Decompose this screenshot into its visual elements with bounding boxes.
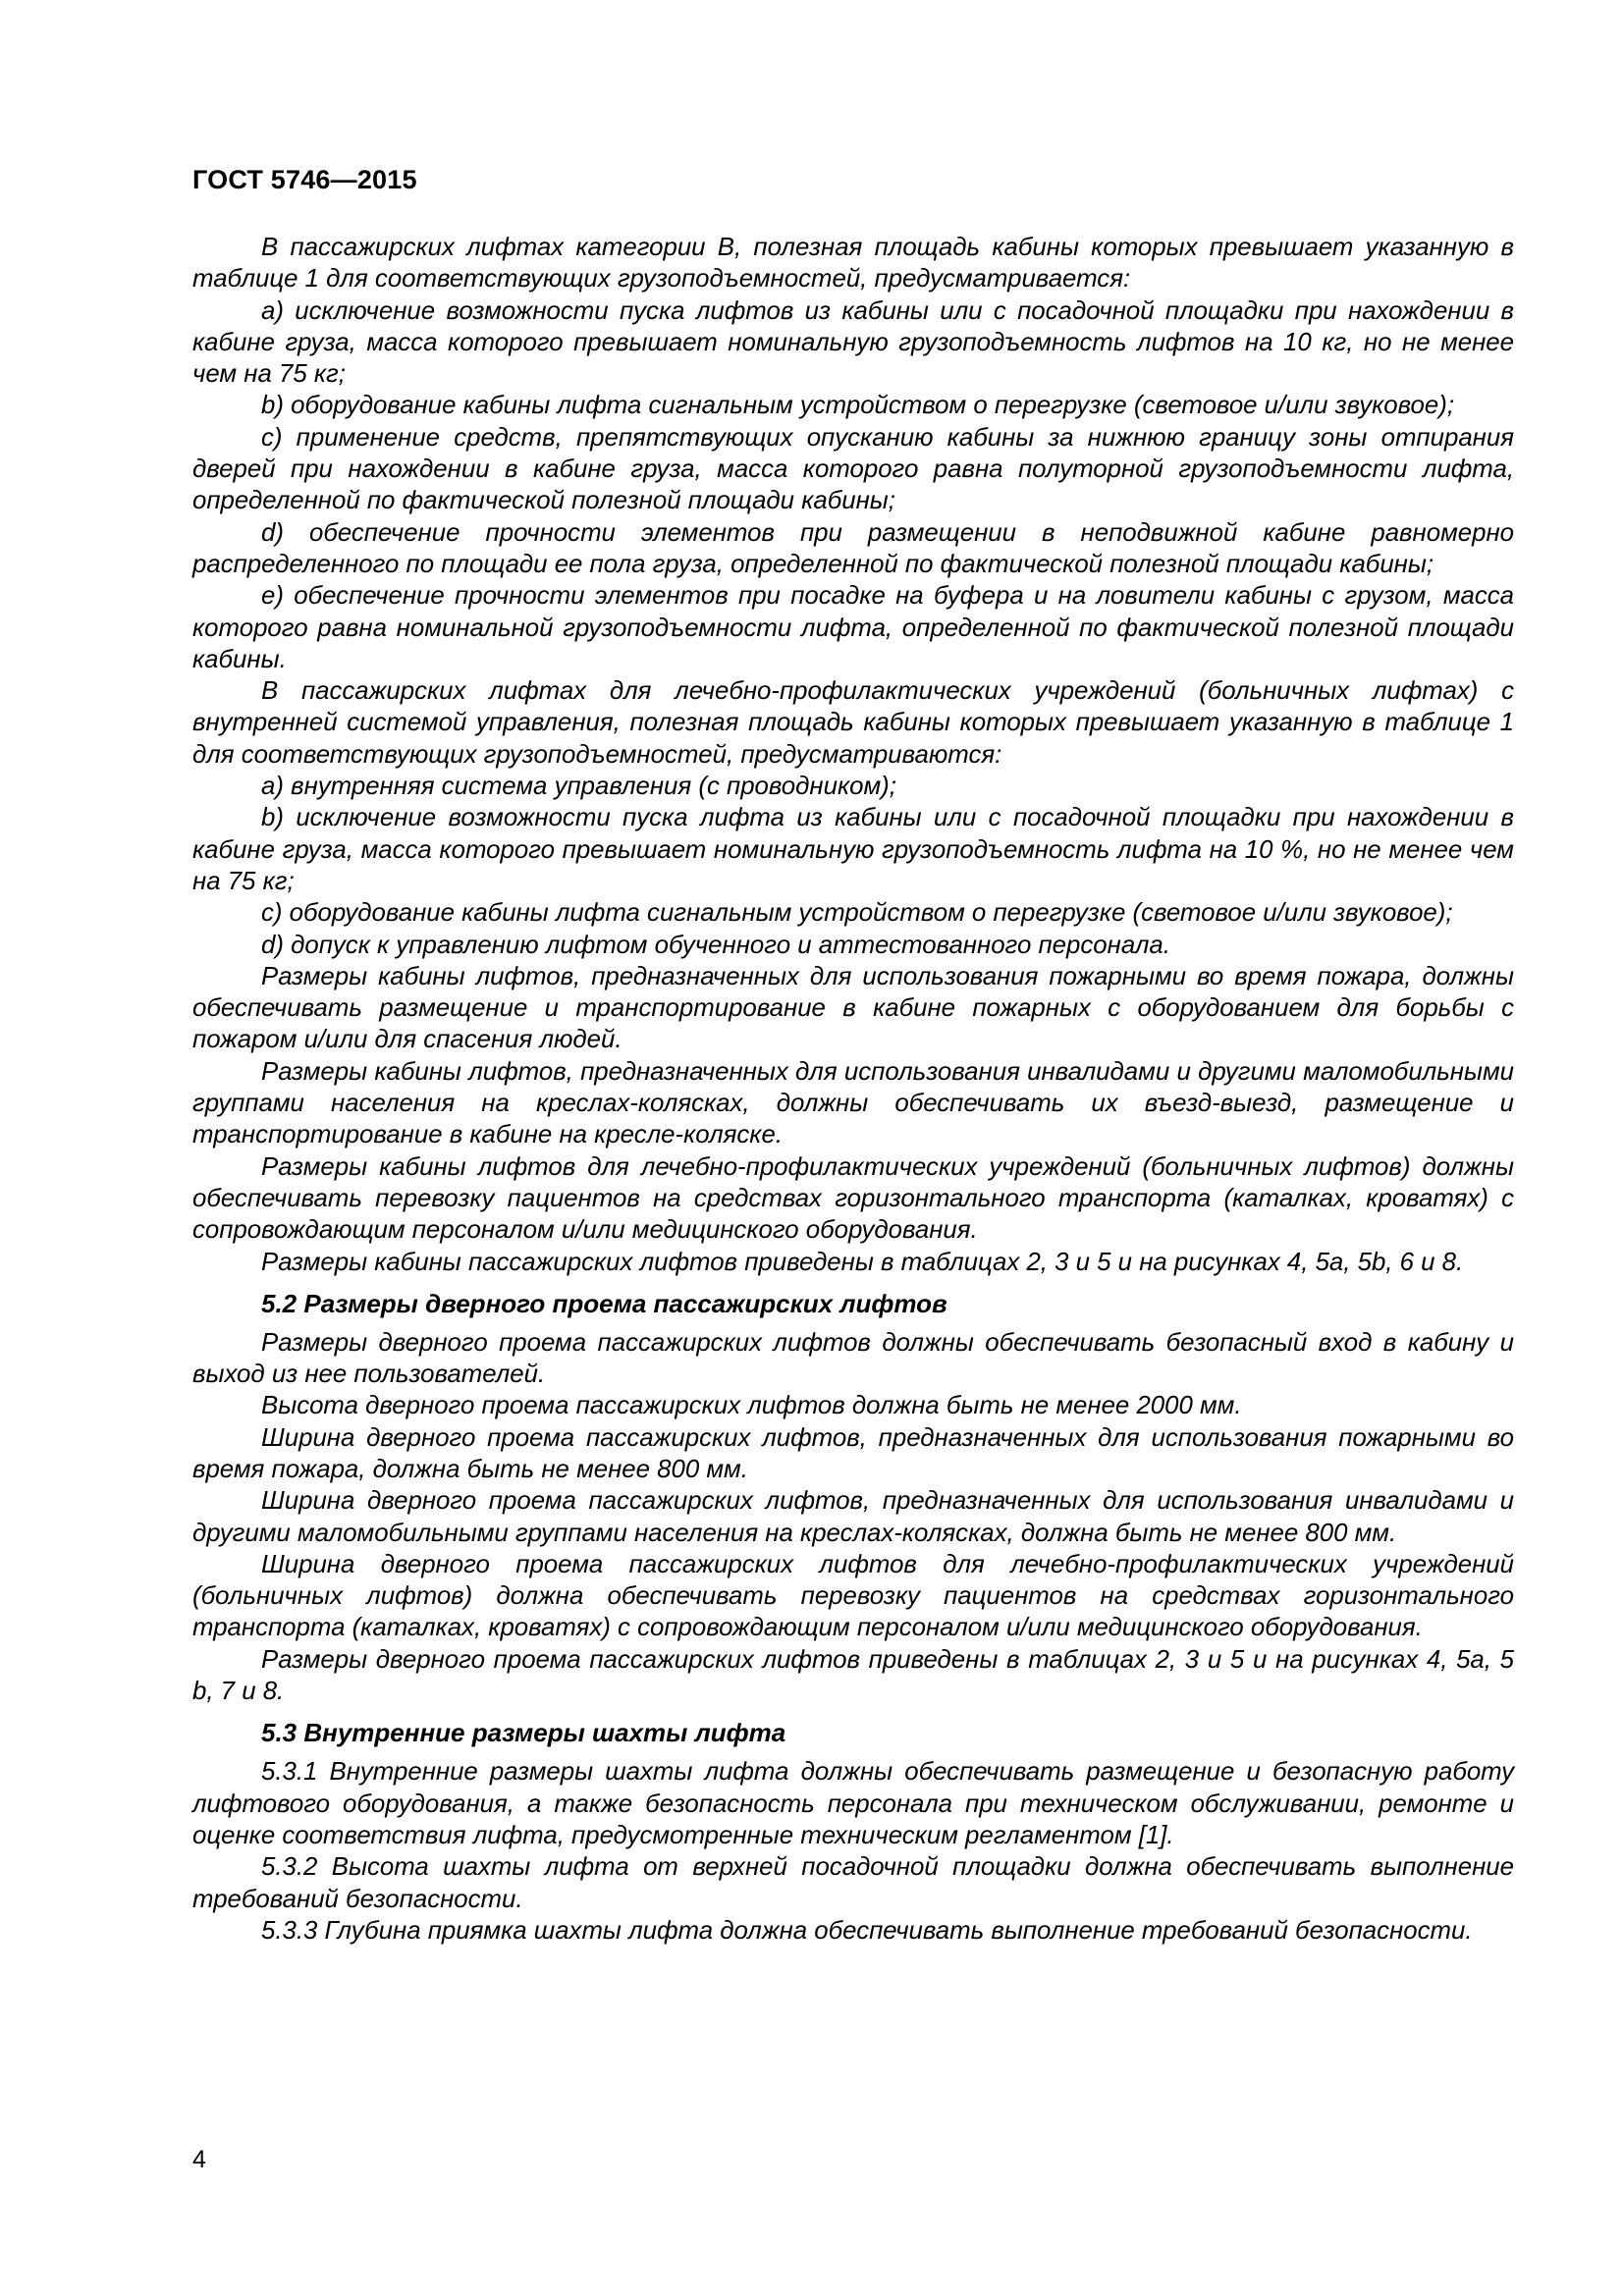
paragraph: Ширина дверного проема пассажирских лифтов, предназначенных для использования пожарными во время пожара, должна быть не менее 800 мм. bbox=[192, 1423, 1514, 1483]
paragraph: Ширина дверного проема пассажирских лифтов, предназначенных для использования инвалидами и другими маломобильными группами населения на креслах-колясках, должна быть не менее 800 мм. bbox=[192, 1487, 1514, 1547]
paragraph: Размеры кабины лифтов, предназначенных для использования пожарными во время пожара, должны обеспечивать размещение и транспортирование в кабине пожарных с оборудованием для борьбы с пожаром и/или для спасения людей. bbox=[192, 962, 1514, 1054]
paragraph: Размеры кабины лифтов, предназначенных для использования инвалидами и другими маломобильными группами населения на креслах-колясках, должны обеспечивать их въезд-выезд, размещение и транспортирование в кабине на кресле-коляске. bbox=[192, 1057, 1514, 1149]
document-body bbox=[192, 232, 1514, 1947]
document-header: ГОСТ 5746—2015 bbox=[192, 165, 417, 194]
list-item: e) обеспечение прочности элементов при посадке на буфера и на ловители кабины с грузом, масса которого равна номинальной грузоподъемности лифта, определенной по фактической полезной площади кабины. bbox=[192, 582, 1514, 673]
paragraph: Размеры дверного проема пассажирских лифтов приведены в таблицах 2, 3 и 5 и на рисунках 4, 5а, 5 b, 7 и 8. bbox=[192, 1645, 1514, 1706]
list-item: c) применение средств, препятствующих опусканию кабины за нижнюю границу зоны отпирания дверей при нахождении в кабине груза, масса которого равна полуторной грузоподъемности лифта, определенной по фактической полезной площади кабины; bbox=[192, 423, 1514, 515]
list-item: b) исключение возможности пуска лифта из кабины или с посадочной площадки при нахождении в кабине груза, масса которого превышает номинальную грузоподъемность лифта на 10 %, но не менее чем на 75 кг; bbox=[192, 804, 1514, 895]
paragraph: 5.3.1 Внутренние размеры шахты лифта должны обеспечивать размещение и безопасную работу лифтового оборудования, а также безопасность персонала при техническом обслуживании, ремонте и оценке соответствия лифта, предусмотренные техническим регламентом [1]. bbox=[192, 1758, 1514, 1849]
list-item: d) обеспечение прочности элементов при размещении в неподвижной кабине равномерно распределенного по площади ее пола груза, определенной по фактической полезной площади кабины; bbox=[192, 518, 1514, 578]
paragraph: Размеры кабины пассажирских лифтов приведены в таблицах 2, 3 и 5 и на рисунках 4, 5а, 5b, 6 и 8. bbox=[261, 1248, 1464, 1276]
list-item: b) оборудование кабины лифта сигнальным устройством о перегрузке (световое и/или звуковое); bbox=[261, 392, 1454, 420]
section-heading-5-3: 5.3 Внутренние размеры шахты лифта bbox=[261, 1718, 786, 1748]
page-number: 4 bbox=[192, 2146, 206, 2173]
list-item: a) исключение возможности пуска лифтов из кабины или с посадочной площадки при нахождении в кабине груза, масса которого превышает номинальную грузоподъемность лифтов на 10 кг, но не менее чем на 75 кг; bbox=[192, 296, 1514, 389]
paragraph: В пассажирских лифтах категории В, полезная площадь кабины которых превышает указанную в таблице 1 для соответствующих грузоподъемностей, предусматривается: bbox=[192, 234, 1514, 294]
section-heading-5-2: 5.2 Размеры дверного проема пассажирских лифтов bbox=[261, 1288, 947, 1318]
paragraph: В пассажирских лифтах для лечебно-профилактических учреждений (больничных лифтах) с внутренней системой управления, полезная площадь кабины которых превышает указанную в таблице 1 для соответствующих грузоподъемностей, предусматриваются: bbox=[192, 677, 1514, 769]
paragraph: Размеры дверного проема пассажирских лифтов должны обеспечивать безопасный вход в кабину и выход из нее пользователей. bbox=[192, 1328, 1514, 1389]
paragraph: 5.3.2 Высота шахты лифта от верхней посадочной площадки должна обеспечивать выполнение требований безопасности. bbox=[192, 1853, 1514, 1913]
list-item: d) допуск к управлению лифтом обученного и аттестованного персонала. bbox=[261, 931, 1170, 959]
paragraph: Размеры кабины лифтов для лечебно-профилактических учреждений (больничных лифтов) должны обеспечивать перевозку пациентов на средствах горизонтального транспорта (каталках, кроватях) с сопровождающим персоналом и/или медицинского оборудования. bbox=[192, 1152, 1514, 1245]
paragraph: 5.3.3 Глубина приямка шахты лифта должна обеспечивать выполнение требований безопасности. bbox=[261, 1916, 1473, 1945]
paragraph: Высота дверного проема пассажирских лифтов должна быть не менее 2000 мм. bbox=[261, 1392, 1242, 1420]
paragraph: Ширина дверного проема пассажирских лифтов для лечебно-профилактических учреждений (больничных лифтов) должна обеспечивать перевозку пациентов на средствах горизонтального транспорта (каталках, кроватях) с сопровождающим персоналом и/или медицинского оборудования. bbox=[192, 1550, 1514, 1642]
list-item: c) оборудование кабины лифта сигнальным устройством о перегрузке (световое и/или звуковое); bbox=[261, 899, 1453, 928]
list-item: a) внутренняя система управления (с проводником); bbox=[261, 773, 896, 801]
